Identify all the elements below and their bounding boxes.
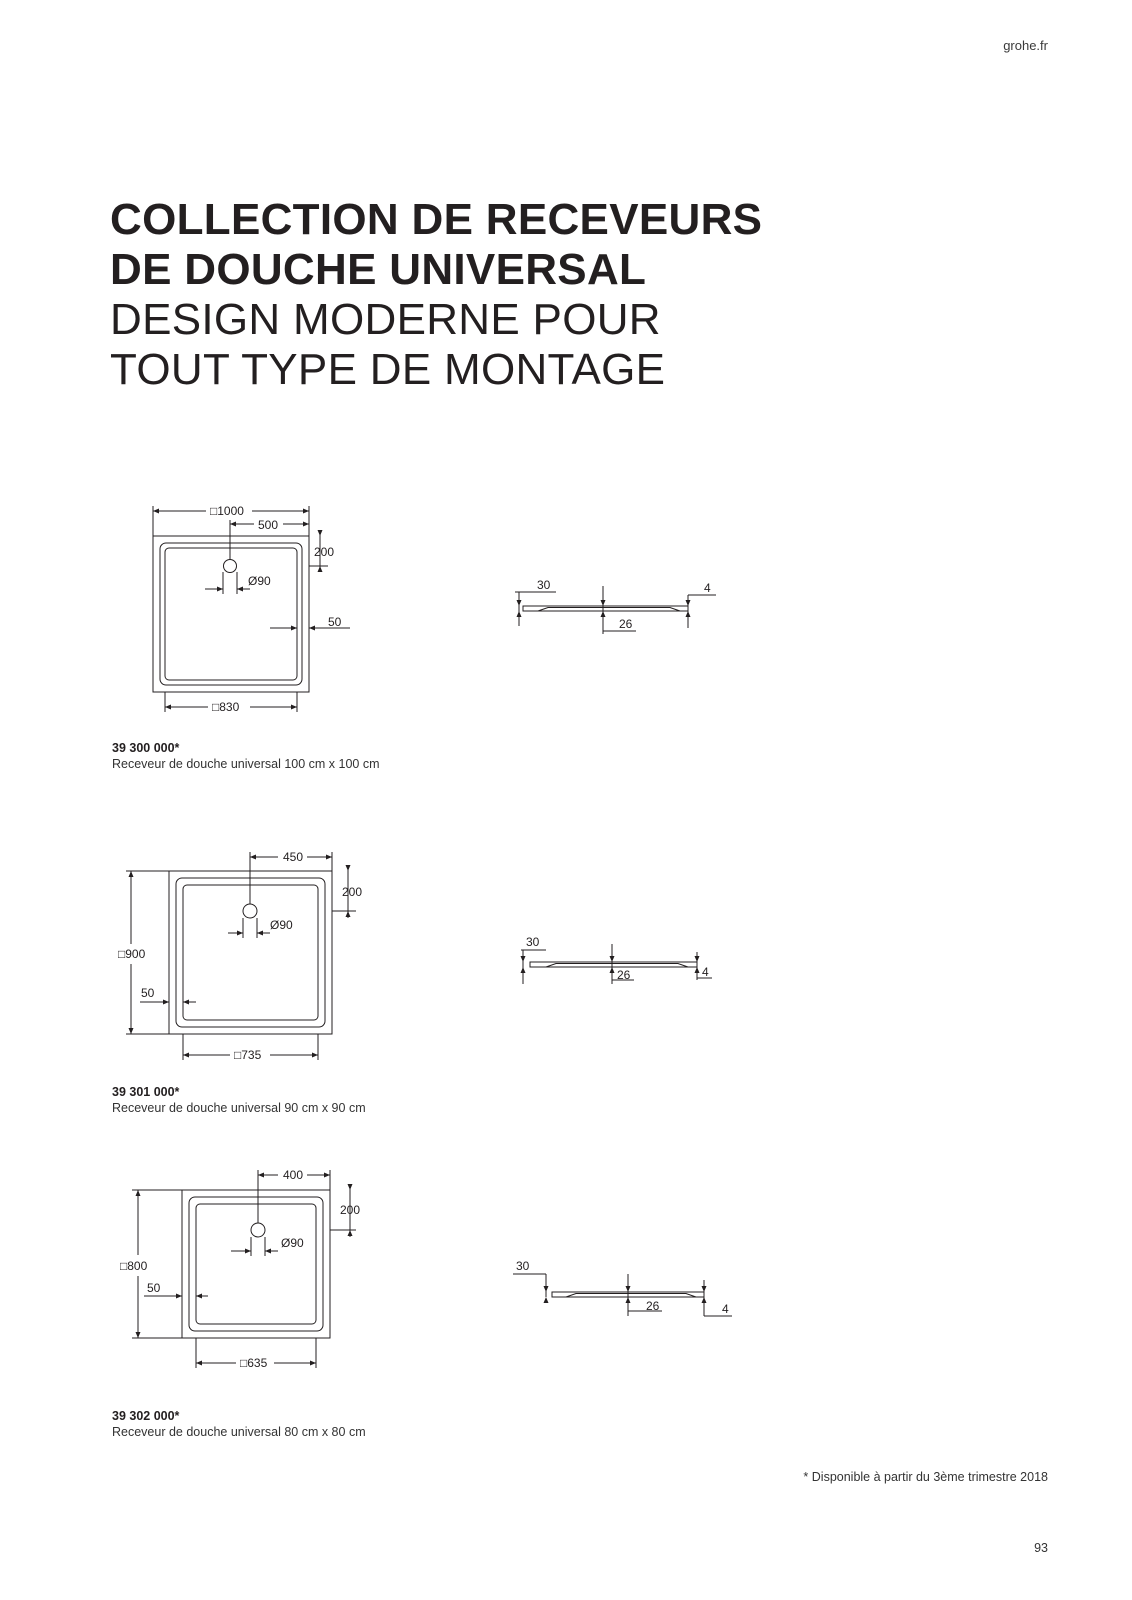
dim-rim: 50 (141, 986, 155, 1000)
dim-inner: □635 (240, 1356, 268, 1370)
product-ref: 39 302 000* (112, 1409, 180, 1423)
dim-height: 30 (537, 578, 551, 592)
dim-height: 30 (516, 1259, 530, 1273)
dim-drain: Ø90 (248, 574, 271, 588)
dim-drain-offset: 200 (314, 545, 335, 559)
dim-depth: 26 (617, 968, 631, 982)
title-line-4: TOUT TYPE DE MONTAGE (110, 345, 666, 394)
title-line-2: DE DOUCHE UNIVERSAL (110, 245, 647, 294)
site-url: grohe.fr (1003, 38, 1048, 53)
product-desc: Receveur de douche universal 80 cm x 80 cm (112, 1425, 366, 1439)
dim-rim: 50 (328, 615, 342, 629)
product-39302000 (112, 1408, 366, 1440)
dim-height: 30 (526, 935, 540, 949)
product-desc: Receveur de douche universal 90 cm x 90 cm (112, 1101, 366, 1115)
title-line-3: DESIGN MODERNE POUR (110, 295, 661, 344)
availability-footnote: * Disponible à partir du 3ème trimestre 2018 (803, 1470, 1048, 1484)
dim-drain-offset: 200 (342, 885, 363, 899)
dim-outer: □900 (118, 947, 146, 961)
dim-drain-offset: 200 (340, 1203, 361, 1217)
dim-drain: Ø90 (270, 918, 293, 932)
dim-center: 400 (283, 1168, 304, 1182)
page-number: 93 (1034, 1541, 1048, 1555)
dim-rim: 50 (147, 1281, 161, 1295)
product-ref: 39 301 000* (112, 1085, 180, 1099)
dim-depth: 26 (646, 1299, 660, 1313)
dim-edge: 4 (722, 1302, 729, 1316)
title-line-1: COLLECTION DE RECEVEURS (110, 195, 763, 244)
dim-outer: □1000 (210, 504, 244, 518)
dim-inner: □830 (212, 700, 240, 714)
dim-outer: □800 (120, 1259, 148, 1273)
product-ref: 39 300 000* (112, 741, 180, 755)
dim-edge: 4 (704, 581, 711, 595)
dim-inner: □735 (234, 1048, 262, 1062)
dim-center: 500 (258, 518, 279, 532)
dim-edge: 4 (702, 965, 709, 979)
product-desc: Receveur de douche universal 100 cm x 100 cm (112, 757, 380, 771)
dim-drain: Ø90 (281, 1236, 304, 1250)
dim-center: 450 (283, 850, 304, 864)
dim-depth: 26 (619, 617, 633, 631)
